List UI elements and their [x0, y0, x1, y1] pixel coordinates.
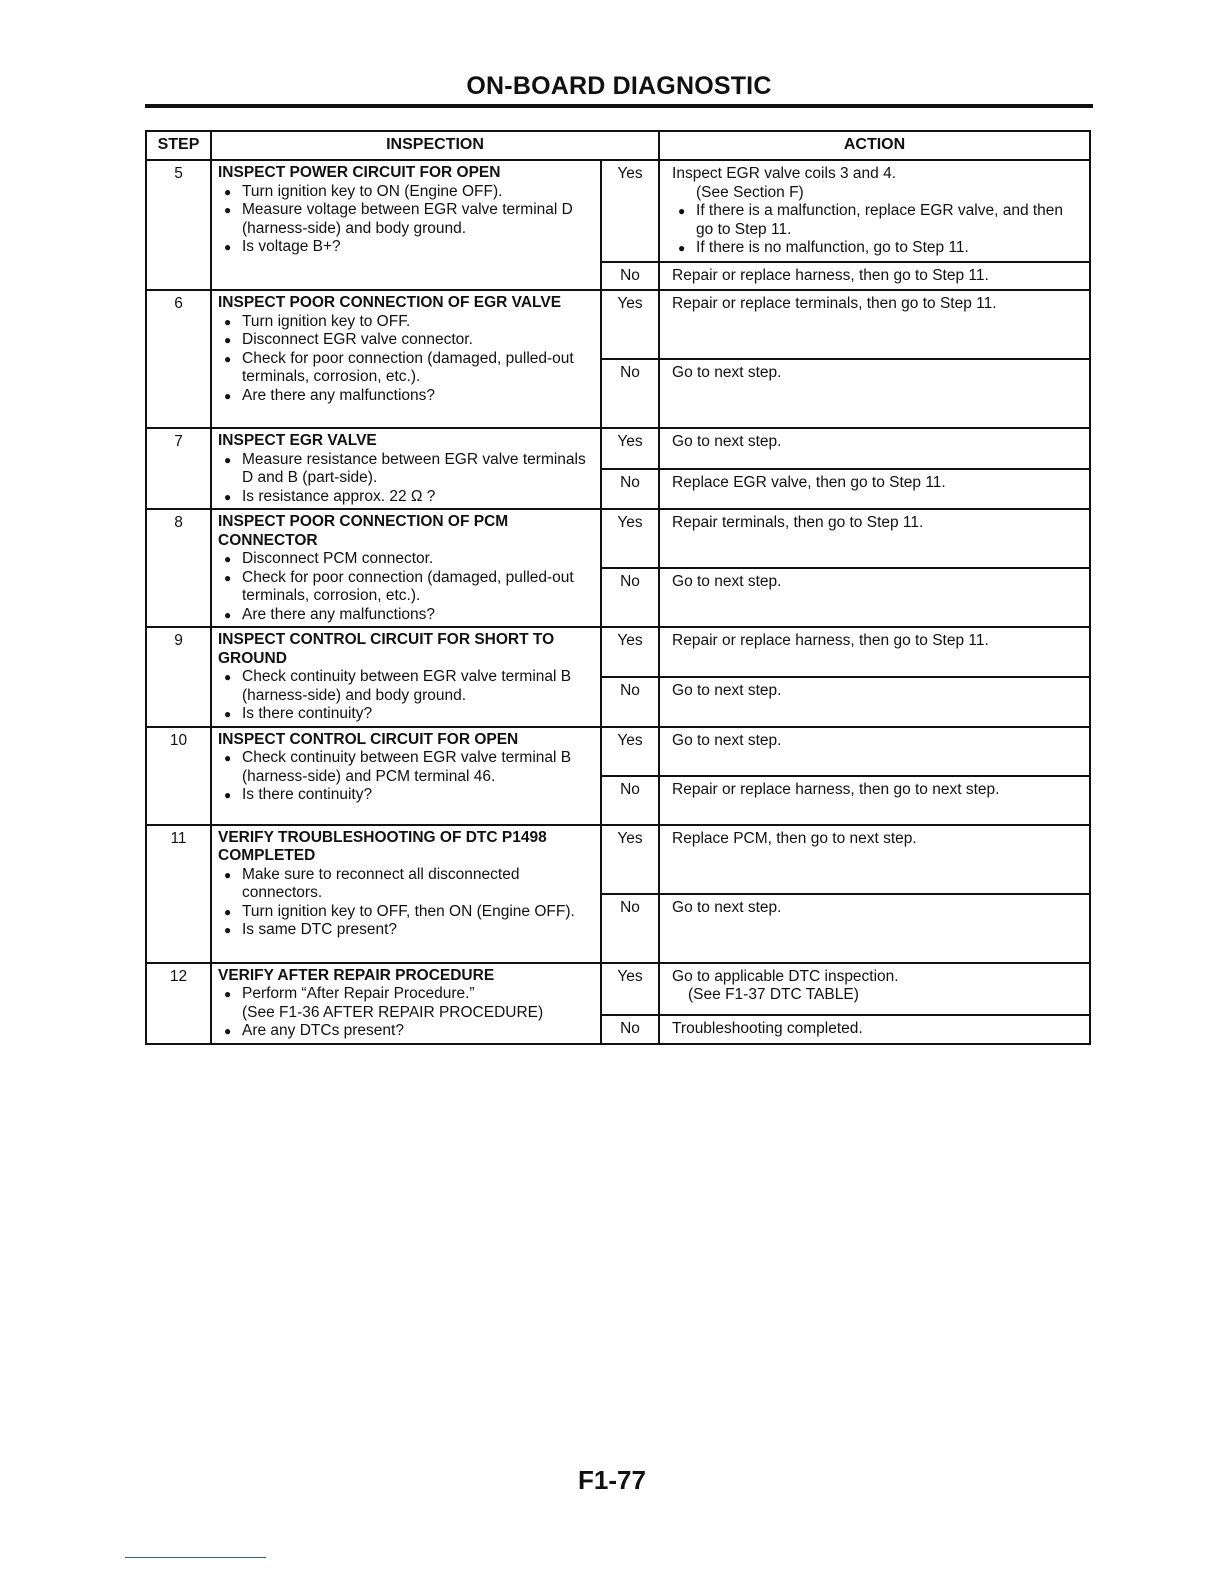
inspection-bullets	[218, 668, 594, 724]
table-row	[146, 428, 1090, 469]
bullet-item: ● Check continuity between EGR valve terminal B (harness-side) and PCM terminal 46.	[218, 749, 594, 786]
bullet-item: ● Measure resistance between EGR valve terminals D and B (part-side).	[218, 451, 594, 488]
no-action: Go to next step.	[659, 359, 1090, 428]
yes-label: Yes	[601, 509, 659, 568]
bullet-item: ● Make sure to reconnect all disconnected connectors.	[218, 866, 594, 903]
column-header-action: ACTION	[659, 131, 1090, 160]
inspection-heading: VERIFY AFTER REPAIR PROCEDURE	[218, 966, 495, 984]
page-number: F1-77	[578, 1465, 646, 1495]
action-bullets	[672, 202, 1077, 258]
no-action: Troubleshooting completed.	[659, 1015, 1090, 1044]
bullet-item: ● If there is no malfunction, go to Step 11.	[672, 239, 1077, 258]
bullet-item: ● If there is a malfunction, replace EGR valve, and then go to Step 11.	[672, 202, 1077, 239]
step-number: 12	[146, 963, 211, 1044]
bullet-item	[218, 985, 594, 1022]
yes-label: Yes	[601, 428, 659, 469]
no-action: Replace EGR valve, then go to Step 11.	[659, 469, 1090, 510]
action-reference: (See F1-37 DTC TABLE)	[688, 986, 859, 1003]
bullet-item: ● Are there any malfunctions?	[218, 606, 594, 625]
inspection-cell	[211, 160, 601, 290]
no-label: No	[601, 359, 659, 428]
yes-label: Yes	[601, 963, 659, 1015]
yes-label: Yes	[601, 627, 659, 677]
inspection-bullets	[218, 183, 594, 257]
bullet-item: ● Is same DTC present?	[218, 921, 594, 940]
inspection-heading: INSPECT POWER CIRCUIT FOR OPEN	[218, 164, 501, 181]
table-row	[146, 627, 1090, 677]
bullet-item: ● Are any DTCs present?	[218, 1022, 594, 1041]
no-label: No	[601, 677, 659, 727]
no-action: Go to next step.	[659, 894, 1090, 963]
yes-label: Yes	[601, 825, 659, 894]
inspection-heading: INSPECT EGR VALVE	[218, 432, 377, 449]
bullet-item: ● Disconnect EGR valve connector.	[218, 331, 594, 350]
step-number: 5	[146, 160, 211, 290]
bullet-item: ● Is there continuity?	[218, 786, 594, 805]
step-number: 8	[146, 509, 211, 627]
no-label: No	[601, 262, 659, 290]
column-header-inspection: INSPECTION	[211, 131, 659, 160]
table-header-row	[146, 131, 1090, 160]
bullet-item: ● Check for poor connection (damaged, pulled-out terminals, corrosion, etc.).	[218, 569, 594, 606]
inspection-heading: INSPECT CONTROL CIRCUIT FOR OPEN	[218, 730, 519, 748]
inspection-bullets	[218, 451, 594, 507]
table-row	[146, 290, 1090, 359]
page-title: ON-BOARD DIAGNOSTIC	[466, 72, 772, 100]
yes-action: Repair or replace harness, then go to Step 11.	[659, 627, 1090, 677]
step-number: 6	[146, 290, 211, 428]
bullet-text: Perform “After Repair Procedure.”	[242, 985, 475, 1002]
bullet-item: ● Are there any malfunctions?	[218, 387, 594, 406]
bullet-item: ● Is resistance approx. 22 Ω ?	[218, 488, 594, 507]
inspection-bullets	[218, 866, 594, 940]
yes-label: Yes	[601, 727, 659, 776]
inspection-bullets	[218, 313, 594, 406]
bullet-reference: (See F1-36 AFTER REPAIR PROCEDURE)	[242, 1003, 544, 1021]
inspection-cell	[211, 290, 601, 428]
bullet-item: ● Turn ignition key to ON (Engine OFF).	[218, 183, 594, 202]
inspection-cell	[211, 509, 601, 627]
no-action: Repair or replace harness, then go to Step 11.	[659, 262, 1090, 290]
action-reference: (See Section F)	[696, 183, 804, 201]
yes-action	[659, 963, 1090, 1015]
inspection-cell	[211, 727, 601, 825]
table-row	[146, 160, 1090, 262]
bullet-item: ● Is voltage B+?	[218, 238, 594, 257]
inspection-cell	[211, 428, 601, 509]
diagnostic-table	[145, 130, 1091, 1045]
step-number: 11	[146, 825, 211, 963]
yes-label: Yes	[601, 290, 659, 359]
inspection-cell	[211, 825, 601, 963]
inspection-heading: VERIFY TROUBLESHOOTING OF DTC P1498 COMPLETED	[218, 828, 547, 864]
table-row	[146, 727, 1090, 776]
table-row	[146, 509, 1090, 568]
table-row	[146, 825, 1090, 894]
inspection-bullets	[218, 985, 594, 1041]
action-text: Go to applicable DTC inspection.	[672, 967, 899, 985]
title-divider	[145, 104, 1093, 108]
inspection-bullets	[218, 550, 594, 624]
yes-action	[659, 160, 1090, 262]
bullet-item: ● Turn ignition key to OFF, then ON (Engine OFF).	[218, 903, 594, 922]
action-text: Inspect EGR valve coils 3 and 4.	[672, 165, 897, 182]
yes-label: Yes	[601, 160, 659, 262]
inspection-cell	[211, 963, 601, 1044]
bullet-item: ● Turn ignition key to OFF.	[218, 313, 594, 332]
yes-action: Repair terminals, then go to Step 11.	[659, 509, 1090, 568]
no-label: No	[601, 568, 659, 627]
step-number: 9	[146, 627, 211, 727]
no-label: No	[601, 1015, 659, 1044]
yes-action: Go to next step.	[659, 727, 1090, 776]
no-label: No	[601, 469, 659, 510]
step-number: 10	[146, 727, 211, 825]
bullet-item: ● Measure voltage between EGR valve terminal D (harness-side) and body ground.	[218, 201, 594, 238]
bullet-item: ● Check continuity between EGR valve terminal B (harness-side) and body ground.	[218, 668, 594, 705]
yes-action: Repair or replace terminals, then go to Step 11.	[659, 290, 1090, 359]
inspection-heading: INSPECT CONTROL CIRCUIT FOR SHORT TO GROUND	[218, 631, 555, 667]
no-action: Go to next step.	[659, 568, 1090, 627]
no-action: Repair or replace harness, then go to next step.	[659, 776, 1090, 825]
bullet-item: ● Disconnect PCM connector.	[218, 550, 594, 569]
inspection-cell	[211, 627, 601, 727]
no-label: No	[601, 776, 659, 825]
footnote-divider	[125, 1557, 266, 1558]
yes-action: Replace PCM, then go to next step.	[659, 825, 1090, 894]
inspection-heading: INSPECT POOR CONNECTION OF EGR VALVE	[218, 294, 562, 311]
bullet-item: ● Is there continuity?	[218, 705, 594, 724]
step-number: 7	[146, 428, 211, 509]
inspection-bullets	[218, 749, 594, 805]
table-row	[146, 963, 1090, 1015]
bullet-item: ● Check for poor connection (damaged, pulled-out terminals, corrosion, etc.).	[218, 350, 594, 387]
inspection-heading: INSPECT POOR CONNECTION OF PCM CONNECTOR	[218, 513, 509, 549]
yes-action: Go to next step.	[659, 428, 1090, 469]
column-header-step: STEP	[146, 131, 211, 160]
no-label: No	[601, 894, 659, 963]
no-action: Go to next step.	[659, 677, 1090, 727]
